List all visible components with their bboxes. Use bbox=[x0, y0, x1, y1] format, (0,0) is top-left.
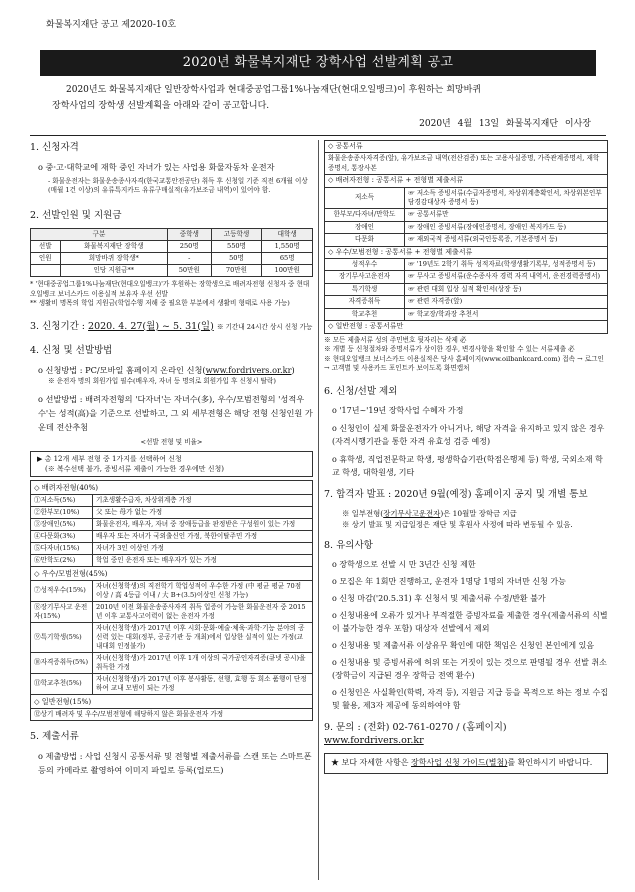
period-note: ※ 기간내 24시간 상시 신청 가능 bbox=[216, 322, 313, 331]
selection-rule-2: (※ 복수선택 불가, 증빙서류 제출이 가능한 경우에만 신청) bbox=[45, 464, 225, 473]
track-label: ①저소득(5%) bbox=[31, 494, 93, 506]
track-desc: 자녀(신청학생)가 2017년 이후 시회·문화·예술·체육·과학·기능 분야의 공신력 있는 대회(정부, 공공기관 등 개최)에서 입상한 실적이 있는 가정(교내대회 인정불가) bbox=[93, 622, 313, 652]
header-divider bbox=[30, 135, 606, 136]
doc-label: 장기무사고운전자 bbox=[325, 271, 405, 283]
guide-notice-box bbox=[324, 753, 608, 774]
track-label: ⑥만학도(2%) bbox=[31, 554, 93, 566]
track-desc: 화물운전자, 배우자, 자녀 중 장애등급을 판정받은 구성원이 있는 가정 bbox=[93, 518, 313, 530]
exclusion-item: o 휴학생, 직업전문학교 학생, 평생학습기관(학점은행제 등) 학생, 국외소재 학교 학생, 대학원생, 기타 bbox=[332, 455, 603, 478]
track-desc: 자녀가 3인 이상인 가정 bbox=[93, 542, 313, 554]
table-row bbox=[325, 209, 608, 221]
table-row bbox=[325, 308, 608, 320]
table-cell: 희망바퀴 장학생* bbox=[60, 253, 167, 265]
section-8-title: 8. 유의사항 bbox=[324, 539, 373, 551]
doc-desc: ☞ 관련 대회 입상 실적 확인서(상장 등) bbox=[405, 283, 608, 295]
track-desc: 배우자 또는 자녀가 국외출신인 가정, 북한이탈주민 가정 bbox=[93, 530, 313, 542]
table-cell: 550명 bbox=[211, 241, 262, 253]
track-label: ⑦성적우수(15%) bbox=[31, 580, 93, 601]
documents-table bbox=[324, 140, 608, 334]
table-row bbox=[325, 234, 608, 246]
doc-desc: ☞ 관련 자격증(앞) bbox=[405, 296, 608, 308]
doc-desc: ☞ 학교장/학과장 추천서 bbox=[405, 308, 608, 320]
section-6-title: 6. 신청/선발 제외 bbox=[324, 385, 398, 397]
doc-label: 다문화 bbox=[325, 234, 405, 246]
exclusion-item: o 신청인이 실제 화물운전자가 아니거나, 해당 자격을 유지하고 있지 않은 경우(자격시행기관을 통한 자격 유효성 검증 예정) bbox=[332, 424, 605, 447]
left-column bbox=[30, 140, 313, 777]
apply-method-end: ) bbox=[291, 364, 295, 375]
section-1-title: 1. 신청자격 bbox=[30, 142, 79, 153]
table-cell: 인당 지원금** bbox=[60, 265, 167, 277]
caution-item: o 장학생으로 선발 시 만 3년간 신청 제한 bbox=[332, 560, 476, 570]
table-row bbox=[31, 542, 313, 554]
selection-rule-1: ▶ 총 12개 세부 전형 중 1가지를 선택하여 신청 bbox=[37, 454, 182, 463]
track-label: ④다문화(3%) bbox=[31, 530, 93, 542]
submission-method: o 제출방법 : 사업 신청시 공통서류 및 전형별 제출서류를 스캔 또는 스마트폰 등의 카메라로 촬영하여 이미지 파일로 등록(업로드) bbox=[38, 751, 312, 776]
general-track-head: ◇ 일반전형(15%) bbox=[31, 694, 313, 708]
table-row bbox=[31, 652, 313, 673]
track-desc: 2010년 이전 화물운송종사자격 취득 입증이 가능한 화물운전자 중 2015년 이후 교통사고이력이 없는 운전자 가정 bbox=[93, 601, 313, 622]
table-row bbox=[31, 673, 313, 694]
select-method: o 선발방법 : 배려자전형의 '다자녀'는 자녀수(多), 우수/모범전형의 '성적우수'는 성적(高)을 기준으로 선발하고, 그 외 세부전형은 해당 전형 신청인원 가운데 전산추첨 bbox=[38, 394, 313, 433]
table-cell: 70만원 bbox=[211, 265, 262, 277]
track-desc: ⑫상기 배려자 및 우수/모범전형에 해당하지 않은 화물운전자 가정 bbox=[31, 708, 313, 720]
table-row bbox=[31, 708, 313, 720]
column-divider bbox=[318, 140, 319, 880]
general-docs-head: ◇ 일반전형 : 공통서류만 bbox=[325, 321, 608, 333]
track-desc: 자녀(신청학생)가 2017년 이후 봉사활동, 선행, 효행 등 희소 품행이 단정하여 교내 모범이 되는 가정 bbox=[93, 673, 313, 694]
table-cell: 선발 bbox=[31, 241, 61, 253]
selection-table-caption: <선발 전형 및 비율> bbox=[140, 438, 203, 447]
track-label: ⑧장기무사고 운전자(15%) bbox=[31, 601, 93, 622]
doc-label: 학교추천 bbox=[325, 308, 405, 320]
table-cell: 인원 bbox=[31, 253, 61, 265]
section-3-title bbox=[30, 321, 313, 334]
table-row bbox=[325, 296, 608, 308]
doc-desc: ☞ 공통서류만 bbox=[405, 209, 608, 221]
section-5-title: 5. 제출서류 bbox=[30, 730, 79, 742]
selection-table-head-univ: 대학생 bbox=[262, 229, 313, 241]
table-row bbox=[31, 265, 313, 277]
doc-label: 특기학생 bbox=[325, 283, 405, 295]
table-row bbox=[31, 554, 313, 566]
table-row bbox=[325, 187, 608, 209]
merit-track-head: ◇ 우수/모범전형(45%) bbox=[31, 566, 313, 580]
table-row bbox=[31, 506, 313, 518]
table-row bbox=[325, 283, 608, 295]
caution-item: o 모집은 年 1회만 진행하고, 운전자 1명당 1명의 자녀만 신청 가능 bbox=[332, 577, 566, 587]
track-label: ⑨특기학생(5%) bbox=[31, 622, 93, 652]
track-table bbox=[30, 480, 313, 721]
announce-note-1 bbox=[324, 508, 608, 519]
section-2-title: 2. 선발인원 및 지원금 bbox=[30, 209, 122, 221]
apply-method bbox=[30, 364, 313, 377]
doc-label: 장애인 bbox=[325, 221, 405, 233]
guide-notice-a: ★ 보다 자세한 사항은 bbox=[331, 758, 411, 768]
table-cell: 50만원 bbox=[168, 265, 212, 277]
selection-note-1: * '현대중공업그룹1%나눔재단(현대오일뱅크)'가 후원하는 장학생으로 배려자전형 신청자 중 현대오일뱅크 보너스카드 이용실적 보유자 우선 선발 bbox=[30, 280, 310, 298]
announce-note-2: ※ 상기 발표 및 지급일정은 재단 및 후원사 사정에 따라 변동될 수 있음. bbox=[342, 519, 573, 529]
section-4-title: 4. 신청 및 선발방법 bbox=[30, 345, 113, 357]
notice-title: 2020년 화물복지재단 장학사업 선발계획 공고 bbox=[40, 50, 596, 76]
eligibility-sub: - 화물운전자는 화물운송종사자격(한국교통안전공단) 취득 후 신청일 기준 직전 6개월 이상(매월 1건 이상)의 유류특지카드 유류구매실적(유가보조금 내역)이 있어야 함. bbox=[48, 176, 308, 195]
track-desc: 父 또는 母가 없는 가정 bbox=[93, 506, 313, 518]
caution-item: o 신청 마감('20.5.31) 후 신청서 및 제출서류 수정/반환 불가 bbox=[332, 594, 546, 604]
doc-label: 성적우수 bbox=[325, 259, 405, 271]
selection-note-2: ** 생활비 명목의 학업 지원금(학업수행 저해 중 필요한 부분에서 생활비 형태로 사용 가능) bbox=[30, 299, 290, 308]
track-desc: 기초생활수급자, 차상위계층 가정 bbox=[93, 494, 313, 506]
doc-desc: ☞ 저소득 증빙서류(수급자증명서, 차상위계층확인서, 차상위본인부담경감대상자 증명서 등) bbox=[405, 187, 608, 209]
notice-date: 2020년 4월 13일 화물복지재단 이사장 bbox=[419, 119, 591, 129]
doc-desc: ☞ 재외국적 증빙서류(외국인등록증, 기본증명서 등) bbox=[405, 234, 608, 246]
application-period: 2020. 4. 27(월) ~ 5. 31(일) bbox=[88, 320, 214, 332]
doc-desc: ☞ '19년도 2학기 취득 성적자료(학생생활기록부, 성적증명서 등) bbox=[405, 259, 608, 271]
track-desc: 학업 중인 운전자 또는 배우자가 있는 가정 bbox=[93, 554, 313, 566]
intro-text bbox=[52, 82, 592, 114]
notice-number: 화물복지재단 공고 제2020-10호 bbox=[46, 20, 177, 30]
doc-label: 자격증취득 bbox=[325, 296, 405, 308]
table-row bbox=[31, 622, 313, 652]
table-row bbox=[31, 601, 313, 622]
track-label: ⑩자격증취득(5%) bbox=[31, 652, 93, 673]
section-9-title bbox=[324, 722, 608, 747]
common-docs-text: 화물운송종사자격증(앞), 유가보조금 내역(전산검증) 또는 고용사실증명, 가족관계증명서, 재학증명서, 통장사본 bbox=[325, 153, 608, 175]
table-row bbox=[31, 518, 313, 530]
apply-method-text: o 신청방법 : PC/모바일 홈페이지 온라인 신청( bbox=[38, 364, 206, 375]
table-cell bbox=[31, 265, 61, 277]
table-row bbox=[325, 259, 608, 271]
selection-table-head-high: 고등학생 bbox=[211, 229, 262, 241]
merit-docs-head: ◇ 우수/모범전형 : 공통서류 + 전형별 제출서류 bbox=[325, 246, 608, 258]
docs-note-3: ※ 현대오일뱅크 보너스카드 이용실적은 당사 홈페이지(www.oilbankcard.com) 접속 → 로그인 → 고객별 및 사용카드 포인트카 보이도록 화면캡처 bbox=[324, 354, 604, 372]
table-row bbox=[325, 271, 608, 283]
table-cell: 65명 bbox=[262, 253, 313, 265]
caution-item: o 신청인은 사실확인(학력, 자격 등), 지원금 지급 등을 목적으로 하는 정보 수집 및 활용, 제3자 제공에 동의하여야 함 bbox=[332, 688, 608, 711]
doc-label: 저소득 bbox=[325, 187, 405, 209]
track-label: ⑪학교추천(5%) bbox=[31, 673, 93, 694]
inquiry-text: 9. 문의 : (전화) 02-761-0270 / (홈페이지) bbox=[324, 722, 507, 734]
announce-note-1a: ※ 일부전형( bbox=[342, 508, 384, 518]
doc-desc: ☞ 장애인 증빙서류(장애인증명서, 장애인 복지카드 등) bbox=[405, 221, 608, 233]
announce-note-1b: )은 10월말 장학금 지급 bbox=[440, 508, 517, 518]
table-cell: 250명 bbox=[168, 241, 212, 253]
doc-label: 한부모/다자녀/만학도 bbox=[325, 209, 405, 221]
table-cell: 화물복지재단 장학생 bbox=[60, 241, 167, 253]
apply-method-note: ※ 운전자 명의 회원가입 필수(배우자, 자녀 등 명의로 회원가입 후 신청시 탈락) bbox=[48, 376, 276, 385]
eligibility-main: o 중·고·대학교에 재학 중인 자녀가 있는 사업용 화물자동차 운전자 bbox=[38, 161, 275, 172]
track-desc: 자녀(신청학생)가 2017년 이후 1개 이상의 국가공인자격증(큐넷 공시)을 취득한 가정 bbox=[93, 652, 313, 673]
guide-notice-b: 를 확인하시기 바랍니다. bbox=[507, 758, 593, 768]
track-label: ③장애인(5%) bbox=[31, 518, 93, 530]
caution-item: o 신청내용에 오류가 있거나 부적절한 증빙자료를 제출한 경우(제출서류의 식별이 불가능한 경우 포함) 대상자 선발에서 제외 bbox=[332, 611, 608, 634]
caution-item: o 신청내용 및 증빙서류에 허위 또는 거짓이 있는 것으로 판명될 경우 선발 취소(장학금이 지급된 경우 장학금 전액 환수) bbox=[332, 658, 607, 681]
table-cell: 50명 bbox=[211, 253, 262, 265]
intro-line-2: 장학사업의 장학생 선발계획을 아래와 같이 공고합니다. bbox=[52, 101, 270, 111]
apply-url-link[interactable]: www.fordrivers.or.kr bbox=[205, 364, 292, 375]
table-cell: 1,550명 bbox=[262, 241, 313, 253]
selection-table-head-middle: 중학생 bbox=[168, 229, 212, 241]
table-cell: - bbox=[168, 253, 212, 265]
inquiry-url-link[interactable]: www.fordrivers.or.kr bbox=[324, 734, 424, 746]
care-track-head: ◇ 배려자전형(40%) bbox=[31, 480, 313, 494]
table-row bbox=[31, 253, 313, 265]
doc-desc: ☞ 무사고 증빙서류(운수종사자 경력 자격 내역서, 운전경력증명서) bbox=[405, 271, 608, 283]
track-label: ⑤다자녀(15%) bbox=[31, 542, 93, 554]
table-row bbox=[325, 221, 608, 233]
table-row bbox=[31, 530, 313, 542]
intro-line-1: 2020년도 화물복지재단 일반장학사업과 현대중공업그룹1%나눔재단(현대오일뱅크)이 후원하는 희망바퀴 bbox=[66, 85, 481, 95]
section-7-title: 7. 합격자 발표 : 2020년 9월(예정) 홈페이지 공지 및 개별 통보 bbox=[324, 489, 588, 501]
caution-item: o 신청내용 및 제출서류 이상유무 확인에 대한 책임은 신청인 본인에게 있음 bbox=[332, 641, 595, 651]
table-row bbox=[31, 580, 313, 601]
exclusion-item: o '17년~'19년 장학사업 수혜자 가정 bbox=[332, 406, 464, 416]
right-column bbox=[324, 140, 608, 774]
table-cell: 100만원 bbox=[262, 265, 313, 277]
docs-note-2: ※ 개별 등 신청절차와 증명서류가 상이한 경우, 변경사항을 확인할 수 있는 서류제출 必 bbox=[324, 345, 575, 353]
common-docs-head: ◇ 공통서류 bbox=[325, 141, 608, 153]
announce-note-1-highlight: 장기무사고운전자 bbox=[383, 508, 441, 518]
selection-table-head-category: 구분 bbox=[31, 229, 168, 241]
table-row bbox=[31, 241, 313, 253]
care-docs-head: ◇ 배려자전형 : 공통서류 + 전형별 제출서류 bbox=[325, 175, 608, 187]
docs-note-1: ※ 모든 제출서류 성의 주민번호 뒷자리는 삭제 必 bbox=[324, 335, 467, 344]
selection-rule-box bbox=[30, 451, 313, 477]
selection-table bbox=[30, 228, 313, 277]
track-desc: 자녀(신청학생)의 직전학기 학업성적이 우수한 가정 (中 평균 평균 70점 이상 / 高 4등급 이내 / 大 B+(3.5)이상인 신청 가능) bbox=[93, 580, 313, 601]
period-label: 3. 신청기간 : bbox=[30, 320, 89, 332]
table-row bbox=[31, 494, 313, 506]
guide-link[interactable]: 장학사업 신청 가이드(별첨) bbox=[411, 758, 508, 768]
track-label: ②한부모(10%) bbox=[31, 506, 93, 518]
